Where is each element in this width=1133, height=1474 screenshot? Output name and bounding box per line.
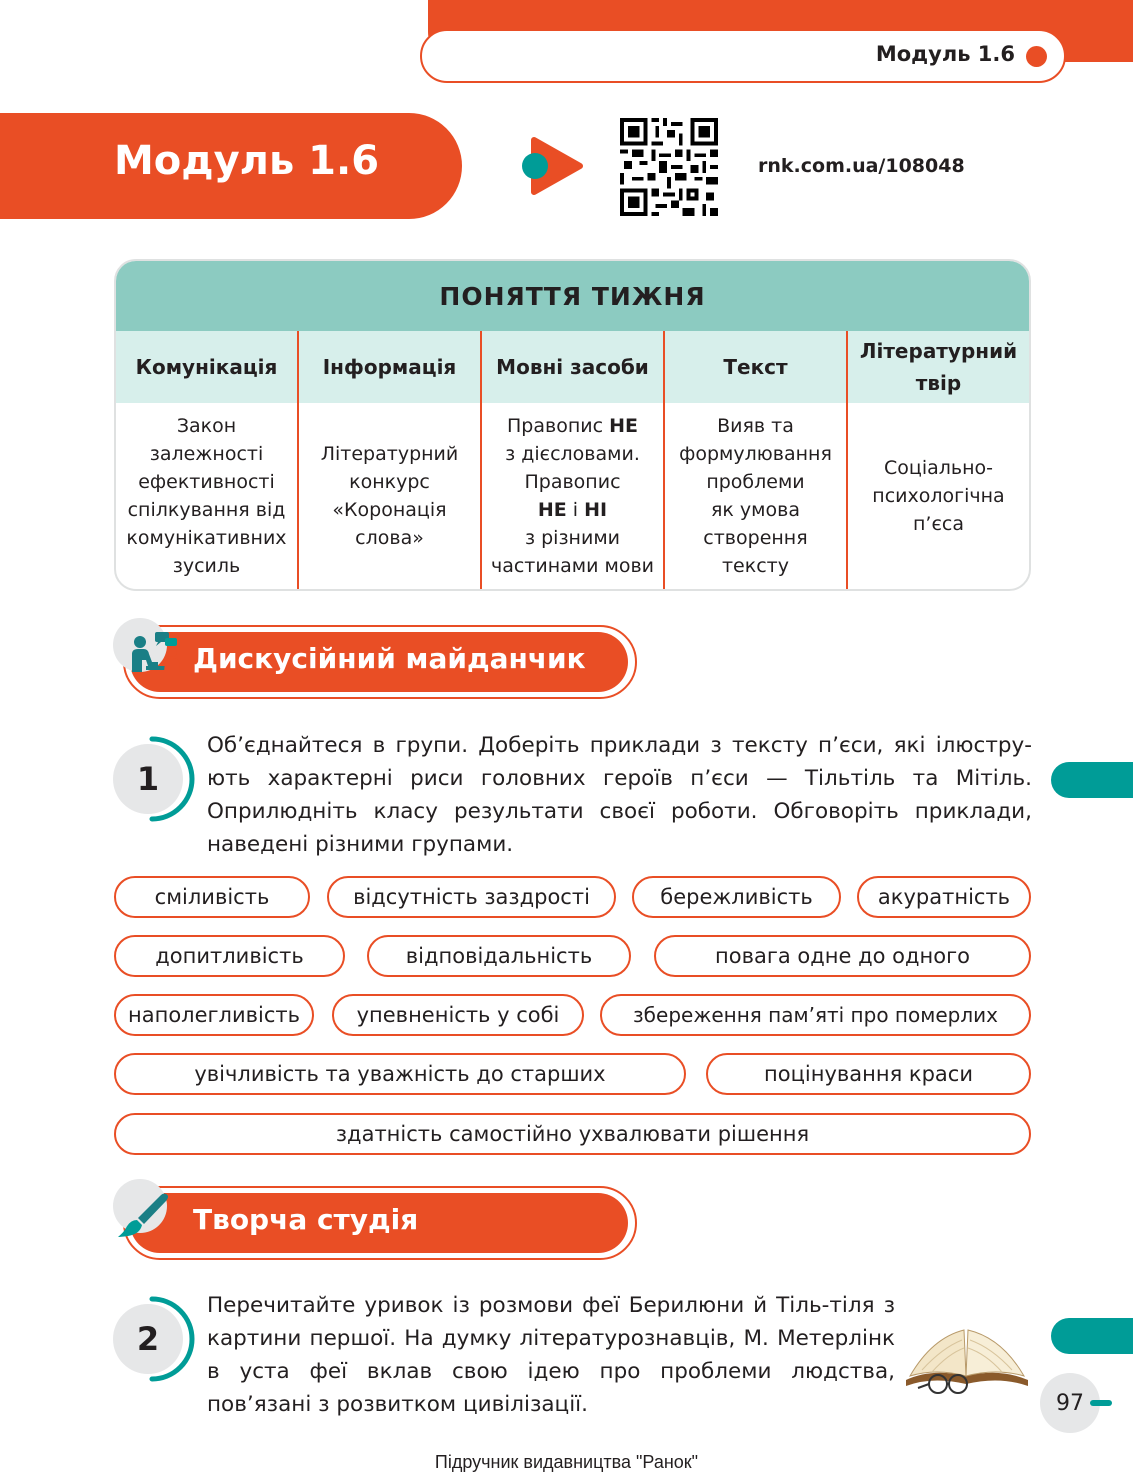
cell-bold: НІ	[584, 499, 608, 521]
trait-chip: увічливість та уважність до старших	[114, 1053, 686, 1095]
column-head: Мовні засоби	[480, 331, 663, 403]
trait-chip: поцінування краси	[706, 1053, 1031, 1095]
task-1-text: Об’єднайтеся в групи. Доберіть приклади з тексту п’єси, які ілюстру-ють характерні риси головних героїв п’єси — Тільтіль та Мітіль. Оприлюдніть класу результати своєї роботи. Обговоріть приклади, наведені різними групами.	[207, 733, 1032, 857]
trait-chip: сміливість	[114, 876, 310, 918]
trait-chip: акуратність	[857, 876, 1031, 918]
concepts-table	[114, 259, 1031, 591]
page-number: 97	[1040, 1373, 1100, 1433]
cell-text: з дієсловами. Правопис	[505, 443, 640, 493]
qr-code-icon[interactable]	[620, 118, 718, 216]
section-creative-title: Творча студія	[193, 1203, 419, 1236]
module-label: Модуль 1.6	[875, 42, 1015, 66]
column-head: Літературний твір	[846, 331, 1029, 403]
column-cell: Закон залежності ефективності спілкування від комунікативних зусиль	[126, 415, 287, 577]
column-cell: Літературний конкурс «Коронація слова»	[297, 403, 480, 589]
side-tab	[1051, 762, 1133, 798]
cell-text: з різними частинами мови	[490, 527, 655, 577]
section-discussion-title: Дискусійний майданчик	[193, 642, 586, 675]
trait-chip: наполегливість	[114, 994, 314, 1036]
trait-chip: допитливість	[114, 935, 345, 977]
column-head: Комунікація	[135, 355, 278, 379]
trait-chip: повага одне до одного	[654, 935, 1031, 977]
module-title: Модуль 1.6	[114, 138, 380, 184]
page-dash	[1090, 1400, 1112, 1406]
play-icon[interactable]	[520, 136, 584, 196]
trait-chip: збереження пам’яті про померлих	[600, 994, 1031, 1036]
trait-chip: упевненість у собі	[332, 994, 584, 1036]
concepts-body-row	[116, 403, 1029, 589]
concepts-title: ПОНЯТТЯ ТИЖНЯ	[116, 261, 1029, 331]
cell-bold: НЕ	[609, 415, 638, 437]
trait-chip: відповідальність	[367, 935, 631, 977]
trait-chip: відсутність заздрості	[327, 876, 616, 918]
column-cell: Вияв та формулювання проблеми як умова створення тексту	[663, 403, 846, 589]
task-number: 1	[113, 744, 183, 814]
task-2-text: Перечитайте уривок із розмови феї Берилюни й Тіль-тіля з картини першої. На думку літературознавців, М. Метерлінк в уста феї вклав свою ідею про проблеми людства, пов’язані з розвитком цивілізації.	[207, 1293, 895, 1417]
column-cell: Соціально- психологічна п’єса	[846, 403, 1029, 589]
trait-chip: здатність самостійно ухвалювати рішення	[114, 1113, 1031, 1155]
trait-chip: бережливість	[632, 876, 841, 918]
column-head: Інформація	[297, 331, 480, 403]
cell-text: і	[566, 499, 585, 521]
module-dot	[1026, 46, 1047, 67]
concepts-header-row	[116, 331, 1029, 403]
side-tab	[1051, 1318, 1133, 1354]
brush-icon	[116, 1190, 172, 1240]
column-cell	[480, 403, 663, 589]
column-head: Текст	[663, 331, 846, 403]
open-book-icon	[902, 1318, 1032, 1394]
resource-url[interactable]: rnk.com.ua/108048	[758, 155, 965, 177]
cell-bold: НЕ	[537, 499, 567, 521]
cell-text: Правопис	[507, 415, 610, 437]
footer-publisher: Підручник видавництва "Ранок"	[434, 1452, 699, 1472]
task-number: 2	[113, 1304, 183, 1374]
discussion-icon	[128, 628, 184, 678]
